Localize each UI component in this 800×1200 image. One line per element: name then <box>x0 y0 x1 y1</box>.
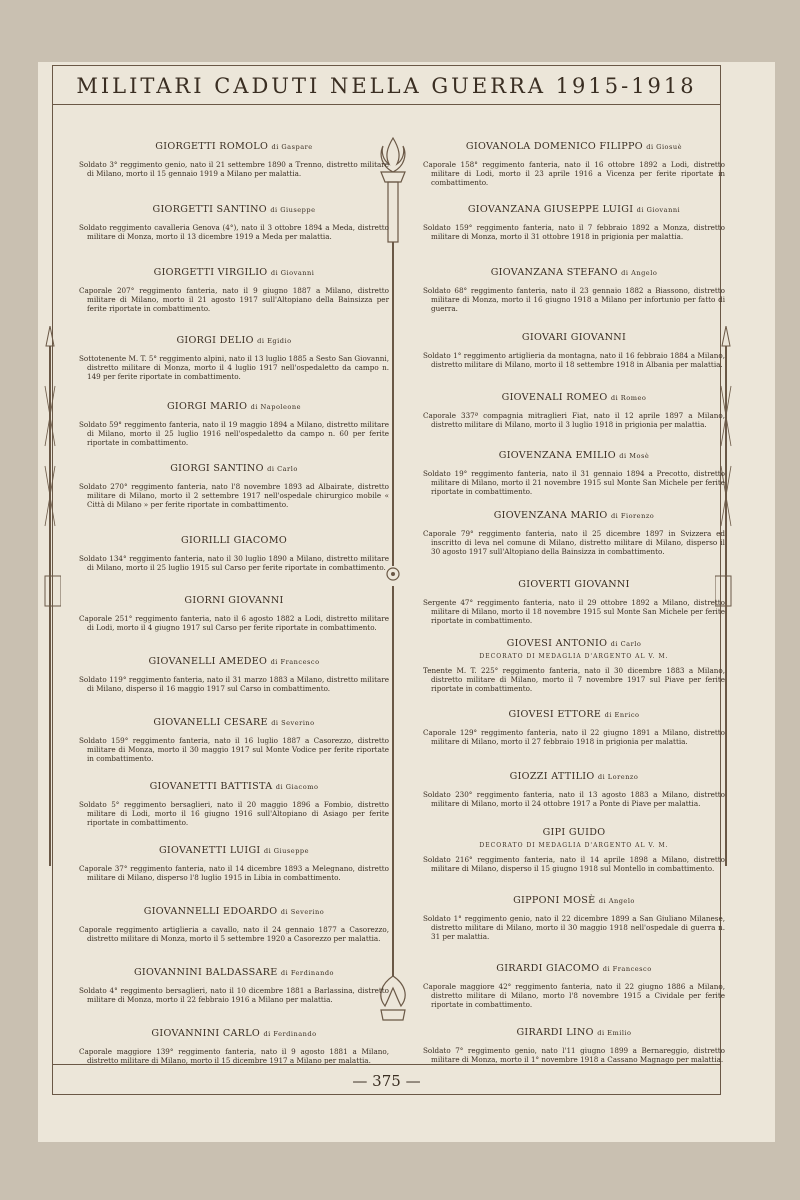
entry-name: GIOVENALI ROMEO <box>501 392 608 403</box>
entry-name: GIOVANNINI CARLO <box>151 1028 261 1039</box>
entry-name-line <box>423 963 725 974</box>
entry-name-line <box>423 267 725 278</box>
entry-name-line <box>423 771 725 782</box>
entry-name: GIOZZI ATTILIO <box>509 771 595 782</box>
entry-name: GIORILLI GIACOMO <box>181 535 287 546</box>
entry-name-line <box>423 450 725 461</box>
entry-name: GIOVARI GIOVANNI <box>521 332 627 343</box>
entry-relation: di Ferdinando <box>263 1030 317 1038</box>
entry-name-line <box>79 595 389 606</box>
entry-text: Caporale 158° reggimento fanteria, nato il 16 ottobre 1892 a Lodi, distretto militare di Lodi, morto il 23 aprile 1916 a Vicenza per ferite riportate in combattimento. <box>423 160 725 187</box>
medal-decoration: DECORATO DI MEDAGLIA D'ARGENTO AL V. M. <box>479 653 669 660</box>
entry-name-line <box>423 827 725 838</box>
entry-relation: di Giosuè <box>646 143 683 151</box>
entry-name: GIOVANETTI BATTISTA <box>149 781 273 792</box>
header-rule <box>53 104 720 105</box>
entry-text: Soldato 230° reggimento fanteria, nato il 13 agosto 1883 a Milano, distretto militare di Milano, morto il 24 ottobre 1917 a Ponte di Piave per malattia. <box>423 790 725 808</box>
entry <box>423 771 725 808</box>
entry-text: Soldato 270° reggimento fanteria, nato l'8 novembre 1893 ad Albairate, distretto militare di Milano, morto il 2 settembre 1917 nell'ospedale chirurgico mobile « Città di Milano » per ferite riportate in combattimento. <box>79 482 389 509</box>
entry-relation: di Egidio <box>257 337 292 345</box>
entry-name-line <box>423 638 725 649</box>
entry-name: GIORGI SANTINO <box>170 463 264 474</box>
entry-relation: di Angelo <box>621 269 658 277</box>
entry-name: GIOVANZANA STEFANO <box>490 267 618 278</box>
entry-text: Soldato 4° reggimento bersaglieri, nato il 10 dicembre 1881 a Barlassina, distretto militare di Monza, morto il 22 febbraio 1916 a Milano per malattia. <box>79 986 389 1004</box>
entry-text: Caporale 251° reggimento fanteria, nato il 6 agosto 1882 a Lodi, distretto militare di Lodi, morto il 4 giugno 1917 sul Carso per ferite riportate in combattimento. <box>79 614 389 632</box>
entry-name-line <box>79 463 389 474</box>
entry <box>423 895 725 941</box>
entry-name: GIORGETTI ROMOLO <box>155 141 269 152</box>
left-flagpole-ornament <box>39 326 61 876</box>
entry-name-line <box>79 204 389 215</box>
entry-text: Caporale 129° reggimento fanteria, nato il 22 giugno 1891 a Milano, distretto militare di Milano, morto il 27 febbraio 1918 in prigionia per malattia. <box>423 728 725 746</box>
entry-text: Soldato 119° reggimento fanteria, nato il 31 marzo 1883 a Milano, distretto militare di Milano, disperso il 16 maggio 1917 sul Carso in combattimento. <box>79 675 389 693</box>
entry <box>423 267 725 313</box>
entry-name: GIPI GUIDO <box>542 827 606 838</box>
entry-relation: di Francesco <box>602 965 652 973</box>
entry-name: GIOVENZANA EMILIO <box>498 450 616 461</box>
entry-name: GIORNI GIOVANNI <box>184 595 284 606</box>
entry-text: Caporale maggiore 139° reggimento fanteria, nato il 9 agosto 1881 a Milano, distretto militare di Milano, morto il 15 dicembre 1917 a Milano per malattia. <box>79 1047 389 1065</box>
entry-text: Soldato 134° reggimento fanteria, nato il 30 luglio 1890 a Milano, distretto militare di Milano, morto il 25 luglio 1915 sul Carso per ferite riportate in combattimento. <box>79 554 389 572</box>
entry-name: GIOVANNINI BALDASSARE <box>133 967 278 978</box>
entry <box>423 1027 725 1064</box>
entry <box>79 463 389 509</box>
entry-text: Soldato 59° reggimento fanteria, nato il 19 maggio 1894 a Milano, distretto militare di Milano, morto il 25 luglio 1916 nell'ospedaletto da campo n. 60 per ferite riportate in combattimento. <box>79 420 389 447</box>
entry <box>423 450 725 496</box>
entry-name-line <box>423 141 725 152</box>
entry-text: Caporale maggiore 42° reggimento fanteria, nato il 22 giugno 1886 a Milano, distretto militare di Milano, morto l'8 novembre 1915 a Cividale per ferite riportate in combattimento. <box>423 982 725 1009</box>
entry-name: GIOVERTI GIOVANNI <box>518 579 630 590</box>
entry <box>79 906 389 943</box>
entry-text: Caporale 79° reggimento fanteria, nato il 25 dicembre 1897 in Svizzera ed inscritto di leva nel comune di Milano, distretto militare di Milano, disperso il 30 agosto 1917 sull'Altopiano della Bainsizza in combattimento. <box>423 529 725 556</box>
entry-name-line <box>79 535 389 546</box>
entry <box>79 967 389 1004</box>
entry-relation: di Ferdinando <box>280 969 335 977</box>
entry-name-line <box>423 895 725 906</box>
entry-relation: di Giacomo <box>275 783 319 791</box>
entry-text: Soldato 1° reggimento genio, nato il 22 dicembre 1899 a San Giuliano Milanese, distretto militare di Milano, morto il 30 maggio 1918 nell'ospedale di guerra n. 31 per malattia. <box>423 914 725 941</box>
entry-name-line <box>79 141 389 152</box>
entry <box>423 638 725 693</box>
entry-text: Soldato 216° reggimento fanteria, nato il 14 aprile 1898 a Milano, distretto militare di Milano, disperso il 15 giugno 1918 sul Montello in combattimento. <box>423 855 725 873</box>
entry-relation: di Giuseppe <box>263 847 310 855</box>
entry-name: GIOVANOLA DOMENICO FILIPPO <box>465 141 643 152</box>
entry-relation: di Angelo <box>598 897 635 905</box>
entry-name-line <box>423 332 725 343</box>
entry-name-line <box>79 781 389 792</box>
entry-name: GIOVANELLI AMEDEO <box>148 656 268 667</box>
entry-name-line <box>79 401 389 412</box>
page-frame <box>52 65 725 1095</box>
entry-relation: di Severino <box>271 719 315 727</box>
page-title: MILITARI CADUTI NELLA GUERRA 1915-1918 <box>76 74 697 98</box>
entry-name-line <box>423 392 725 403</box>
entry-relation: di Fiorenzo <box>610 512 655 520</box>
entry-text: Sergente 47° reggimento fanteria, nato il 29 ottobre 1892 a Milano, distretto militare di Milano, morto il 18 novembre 1915 sul Monte San Michele per ferite riportate in combattimento. <box>423 598 725 625</box>
entry-name-line <box>423 510 725 521</box>
entry-name-line <box>79 717 389 728</box>
entry <box>79 401 389 447</box>
entry <box>79 717 389 763</box>
entry-name: GIRARDI GIACOMO <box>496 963 600 974</box>
entry-name-line <box>423 709 725 720</box>
entry <box>79 335 389 381</box>
entry-relation: di Gaspare <box>271 143 313 151</box>
entry <box>423 709 725 746</box>
page-number: — 375 — <box>352 1072 421 1090</box>
entry-relation: di Emilio <box>597 1029 632 1037</box>
entry-name: GIOVESI ETTORE <box>508 709 602 720</box>
entry-name: GIORGI DELIO <box>176 335 254 346</box>
entry-relation: di Lorenzo <box>597 773 639 781</box>
entry-relation: di Giovanni <box>636 206 681 214</box>
entry <box>423 963 725 1009</box>
entry-text: Soldato 5° reggimento bersaglieri, nato il 20 maggio 1896 a Fombio, distretto militare di Lodi, morto il 16 giugno 1916 sull'Altopiano di Asiago per ferite riportate in combattimento. <box>79 800 389 827</box>
entry-name: GIOVENZANA MARIO <box>493 510 608 521</box>
entry-relation: di Enrico <box>604 711 640 719</box>
entry-relation: di Napoleone <box>250 403 302 411</box>
entry-name: GIOVANETTI LUIGI <box>158 845 261 856</box>
entry <box>423 204 725 241</box>
entry-name-line <box>423 204 725 215</box>
entry-name: GIORGETTI VIRGILIO <box>153 267 268 278</box>
entry <box>79 656 389 693</box>
entry-name-line <box>79 656 389 667</box>
entry-name-line <box>423 1027 725 1038</box>
entry <box>79 267 389 313</box>
entry-name-line <box>79 845 389 856</box>
entry <box>423 332 725 369</box>
entry <box>79 595 389 632</box>
entry-name: GIOVANELLI CESARE <box>153 717 268 728</box>
entry-name-line <box>79 267 389 278</box>
entry-relation: di Mosè <box>619 452 650 460</box>
entry <box>79 845 389 882</box>
entry-text: Soldato 159° reggimento fanteria, nato il 16 luglio 1887 a Casorezzo, distretto militare di Monza, morto il 30 maggio 1917 sul Monte Vodice per ferite riportate in combattimento. <box>79 736 389 763</box>
entry-name-line <box>79 1028 389 1039</box>
entry <box>423 579 725 625</box>
entry-relation: di Severino <box>280 908 325 916</box>
entry <box>423 827 725 873</box>
footer-rule <box>53 1064 720 1065</box>
entry-relation: di Giuseppe <box>270 206 316 214</box>
entry-relation: di Romeo <box>610 394 647 402</box>
entry-relation: di Giovanni <box>270 269 315 277</box>
entry-text: Soldato 68° reggimento fanteria, nato il 23 gennaio 1882 a Biassono, distretto militare di Monza, morto il 16 giugno 1918 a Milano per infortunio per fatto di guerra. <box>423 286 725 313</box>
entry-text: Tenente M. T. 225° reggimento fanteria, nato il 30 dicembre 1883 a Milano, distretto militare di Milano, morto il 7 novembre 1917 sul Piave per ferite riportate in combattimento. <box>423 666 725 693</box>
entry-name-line <box>79 906 389 917</box>
entry-text: Sottotenente M. T. 5° reggimento alpini, nato il 13 luglio 1885 a Sesto San Giovanni, distretto militare di Monza, morto il 4 luglio 1917 nell'ospedaletto da campo n. 149 per ferite riportate in combattimento. <box>79 354 389 381</box>
entry-name-line <box>79 967 389 978</box>
entry <box>423 141 725 187</box>
entry-text: Soldato 3° reggimento genio, nato il 21 settembre 1890 a Trenno, distretto militare di Milano, morto il 15 gennaio 1919 a Milano per malattia. <box>79 160 389 178</box>
entry-relation: di Carlo <box>267 465 298 473</box>
entry-name: GIOVESI ANTONIO <box>506 638 608 649</box>
entry <box>79 781 389 827</box>
entry <box>423 510 725 556</box>
entry-name: GIPPONI MOSÈ <box>513 895 596 906</box>
entry-name: GIRARDI LINO <box>516 1027 594 1038</box>
entry-name: GIORGETTI SANTINO <box>152 204 267 215</box>
entry-text: Caporale 337ª compagnia mitraglieri Fiat, nato il 12 aprile 1897 a Milano, distretto militare di Milano, morto il 3 luglio 1918 in prigionia per malattia. <box>423 411 725 429</box>
entry-name-line <box>423 579 725 590</box>
medal-decoration: DECORATO DI MEDAGLIA D'ARGENTO AL V. M. <box>479 842 669 849</box>
entry-text: Soldato reggimento cavalleria Genova (4°), nato il 3 ottobre 1894 a Meda, distretto militare di Monza, morto il 13 dicembre 1919 a Meda per malattia. <box>79 223 389 241</box>
entry-text: Caporale 37° reggimento fanteria, nato il 14 dicembre 1893 a Melegnano, distretto militare di Milano, disperso l'8 luglio 1915 in Libia in combattimento. <box>79 864 389 882</box>
entry-name: GIOVANZANA GIUSEPPE LUIGI <box>467 204 634 215</box>
entry-name: GIOVANNELLI EDOARDO <box>143 906 278 917</box>
entry-name: GIORGI MARIO <box>166 401 248 412</box>
entry-relation: di Carlo <box>610 640 642 648</box>
entry-text: Soldato 1° reggimento artiglieria da montagna, nato il 16 febbraio 1884 a Milano, distretto militare di Milano, morto il 18 settembre 1918 in Albania per malattia. <box>423 351 725 369</box>
entry <box>79 535 389 572</box>
entry-text: Caporale reggimento artiglieria a cavallo, nato il 24 gennaio 1877 a Casorezzo, distretto militare di Monza, morto il 5 settembre 1920 a Casorezzo per malattia. <box>79 925 389 943</box>
entry <box>79 204 389 241</box>
entry <box>423 392 725 429</box>
entry-text: Soldato 19° reggimento fanteria, nato il 31 gennaio 1894 a Precotto, distretto militare di Milano, morto il 21 novembre 1915 sul Monte San Michele per ferite riportate in combattimento. <box>423 469 725 496</box>
entry-relation: di Francesco <box>270 658 320 666</box>
entry-name-line <box>79 335 389 346</box>
entry <box>79 141 389 178</box>
entry <box>79 1028 389 1065</box>
entry-text: Soldato 7° reggimento genio, nato l'11 giugno 1899 a Bernareggio, distretto militare di Monza, morto il 1° novembre 1918 a Cassano Magnago per malattia. <box>423 1046 725 1064</box>
entry-text: Soldato 159° reggimento fanteria, nato il 7 febbraio 1892 a Monza, distretto militare di Monza, morto il 31 ottobre 1918 in prigionia per malattia. <box>423 223 725 241</box>
entry-text: Caporale 207° reggimento fanteria, nato il 9 giugno 1887 a Milano, distretto militare di Milano, morto il 21 agosto 1917 sull'Altopiano della Bainsizza per ferite riportate in combattimento. <box>79 286 389 313</box>
